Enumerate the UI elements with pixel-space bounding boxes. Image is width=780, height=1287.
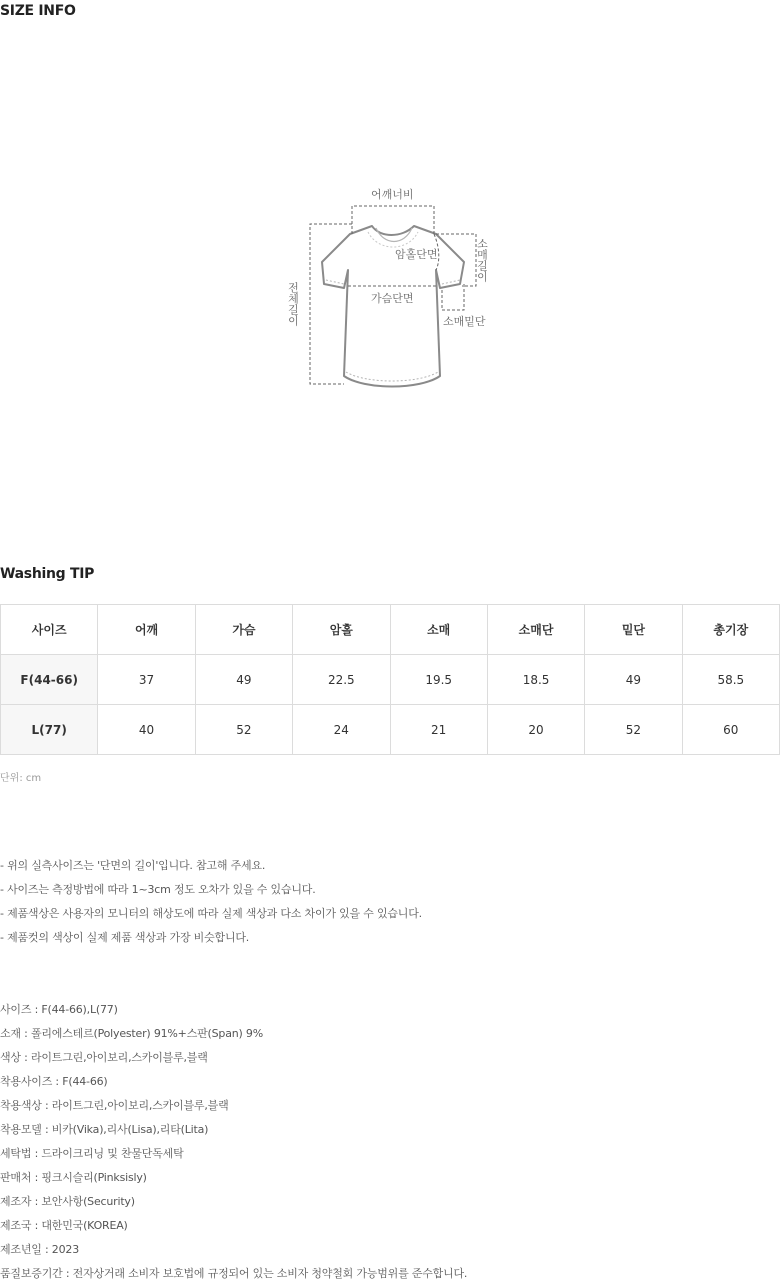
note-item: - 제품컷의 색상이 실제 제품 색상과 가장 비슷합니다. (0, 931, 250, 944)
table-cell: 52 (585, 705, 682, 755)
table-cell: 37 (98, 655, 195, 705)
table-cell: 24 (293, 705, 390, 755)
table-row (1, 655, 780, 705)
table-header-row (1, 605, 780, 655)
spec-item: 제조년일 : 2023 (0, 1243, 79, 1256)
note-item: - 제품색상은 사용자의 모니터의 해상도에 따라 실제 색상과 다소 차이가 있을 수 있습니다. (0, 907, 422, 920)
label-total-length: 전체길이 (286, 282, 300, 326)
table-cell: 49 (195, 655, 292, 705)
header-cell: 가슴 (195, 605, 292, 655)
header-cell: 소매 (390, 605, 487, 655)
table-cell: 60 (682, 705, 779, 755)
note-item: - 사이즈는 측정방법에 따라 1~3cm 정도 오차가 있을 수 있습니다. (0, 883, 316, 896)
header-cell: 사이즈 (1, 605, 98, 655)
tshirt-diagram-svg (280, 180, 500, 400)
size-info-title: SIZE INFO (0, 3, 76, 19)
spec-item: 세탁법 : 드라이크리닝 및 찬물단독세탁 (0, 1147, 184, 1160)
table-cell: 20 (487, 705, 584, 755)
tshirt-outline (322, 226, 464, 387)
table-cell: 19.5 (390, 655, 487, 705)
label-chest: 가슴단면 (371, 292, 414, 305)
spec-item: 착용색상 : 라이트그린,아이보리,스카이블루,블랙 (0, 1099, 229, 1112)
table-cell: 22.5 (293, 655, 390, 705)
header-cell: 암홀 (293, 605, 390, 655)
unit-note: 단위: cm (0, 773, 42, 784)
table-row (1, 705, 780, 755)
table-cell: 49 (585, 655, 682, 705)
row-size-cell: F(44-66) (1, 655, 98, 705)
label-sleeve-hem: 소매밑단 (443, 315, 486, 328)
table-cell: 52 (195, 705, 292, 755)
spec-item: 품질보증기간 : 전자상거래 소비자 보호법에 규정되어 있는 소비자 청약철회 가능범위를 준수합니다. (0, 1267, 468, 1280)
washing-tip-title: Washing TIP (0, 566, 95, 582)
header-cell: 소매단 (487, 605, 584, 655)
table-cell: 58.5 (682, 655, 779, 705)
spec-item: 착용모델 : 비카(Vika),리사(Lisa),리타(Lita) (0, 1123, 209, 1136)
label-shoulder: 어깨너비 (371, 188, 414, 201)
size-table (0, 604, 780, 755)
table-cell: 18.5 (487, 655, 584, 705)
table-cell: 40 (98, 705, 195, 755)
header-cell: 총기장 (682, 605, 779, 655)
label-armhole: 암홀단면 (395, 248, 438, 261)
spec-item: 색상 : 라이트그린,아이보리,스카이블루,블랙 (0, 1051, 208, 1064)
garment-measurement-diagram (280, 180, 500, 400)
spec-item: 제조자 : 보안사항(Security) (0, 1195, 135, 1208)
spec-item: 판매처 : 핑크시슬리(Pinksisly) (0, 1171, 147, 1184)
note-item: - 위의 실측사이즈는 '단면의 길이'입니다. 참고해 주세요. (0, 859, 266, 872)
header-cell: 밑단 (585, 605, 682, 655)
spec-item: 착용사이즈 : F(44-66) (0, 1075, 108, 1088)
row-size-cell: L(77) (1, 705, 98, 755)
table-cell: 21 (390, 705, 487, 755)
spec-item: 제조국 : 대한민국(KOREA) (0, 1219, 128, 1232)
notes-list (0, 854, 422, 950)
label-sleeve-length: 소매길이 (475, 238, 489, 282)
spec-item: 소재 : 폴리에스테르(Polyester) 91%+스판(Span) 9% (0, 1027, 263, 1040)
product-specs-list (0, 998, 467, 1286)
spec-item: 사이즈 : F(44-66),L(77) (0, 1003, 118, 1016)
header-cell: 어깨 (98, 605, 195, 655)
